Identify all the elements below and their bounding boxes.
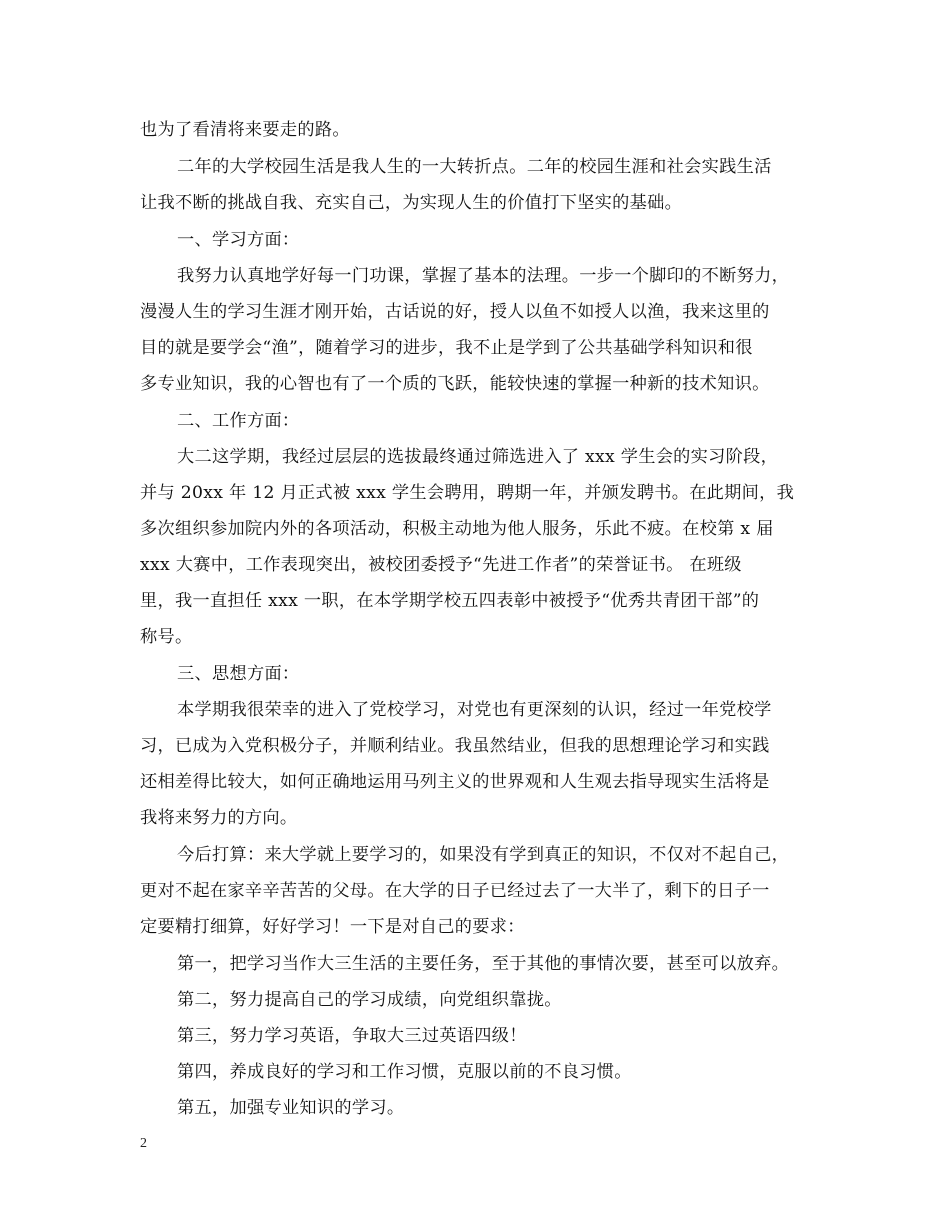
text-line: 称号。 xyxy=(140,627,193,647)
text-line: 并与 20xx 年 12 月正式被 xxx 学生会聘用，聘期一年，并颁发聘书。在此期间，我 xyxy=(140,483,795,503)
text-line: 多次组织参加院内外的各项活动，积极主动地为他人服务，乐此不疲。在校第 x 届 xyxy=(140,519,774,539)
list-item: 第一，把学习当作大三生活的主要任务，至于其他的事情次要，甚至可以放弃。 xyxy=(177,954,790,974)
list-item: 第四，养成良好的学习和工作习惯，克服以前的不良习惯。 xyxy=(177,1062,632,1082)
text-line: 漫漫人生的学习生涯才刚开始，古话说的好，授人以鱼不如授人以渔，我来这里的 xyxy=(140,302,770,322)
section-heading: 三、思想方面： xyxy=(177,664,300,684)
text-line: 今后打算：来大学就上要学习的，如果没有学到真正的知识，不仅对不起自己， xyxy=(177,845,790,865)
list-item: 第五，加强专业知识的学习。 xyxy=(177,1098,405,1118)
list-item: 第二，努力提高自己的学习成绩，向党组织靠拢。 xyxy=(177,990,562,1010)
text-line: 我将来努力的方向。 xyxy=(140,808,298,828)
text-line: 目的就是要学会“渔”，随着学习的进步，我不止是学到了公共基础学科知识和很 xyxy=(140,338,753,358)
section-heading: 二、工作方面： xyxy=(177,411,300,431)
text-line: 本学期我很荣幸的进入了党校学习，对党也有更深刻的认识，经过一年党校学 xyxy=(177,700,772,720)
text-line: 大二这学期，我经过层层的选拔最终通过筛选进入了 xxx 学生会的实习阶段， xyxy=(177,447,779,467)
text-line: 我努力认真地学好每一门功课，掌握了基本的法理。一步一个脚印的不断努力， xyxy=(177,266,790,286)
text-line: 更对不起在家辛辛苦苦的父母。在大学的日子已经过去了一大半了，剩下的日子一 xyxy=(140,881,770,901)
text-line: 也为了看清将来要走的路。 xyxy=(140,120,350,140)
text-line: 定要精打细算，好好学习！一下是对自己的要求： xyxy=(140,917,525,937)
page-number: 2 xyxy=(140,1136,147,1151)
text-line: 里，我一直担任 xxx 一职，在本学期学校五四表彰中被授予“优秀共青团干部”的 xyxy=(140,591,760,611)
list-item: 第三，努力学习英语，争取大三过英语四级！ xyxy=(177,1026,527,1046)
text-line: 二年的大学校园生活是我人生的一大转折点。二年的校园生涯和社会实践生活 xyxy=(177,157,772,177)
text-line: 让我不断的挑战自我、充实自己，为实现人生的价值打下坚实的基础。 xyxy=(140,193,683,213)
section-heading: 一、学习方面： xyxy=(177,230,300,250)
text-line: xxx 大赛中，工作表现突出，被校团委授予“先进工作者”的荣誉证书。 在班级 xyxy=(140,555,742,575)
text-line: 还相差得比较大，如何正确地运用马列主义的世界观和人生观去指导现实生活将是 xyxy=(140,772,770,792)
text-line: 多专业知识，我的心智也有了一个质的飞跃，能较快速的掌握一种新的技术知识。 xyxy=(140,374,770,394)
text-line: 习，已成为入党积极分子，并顺利结业。我虽然结业，但我的思想理论学习和实践 xyxy=(140,736,770,756)
